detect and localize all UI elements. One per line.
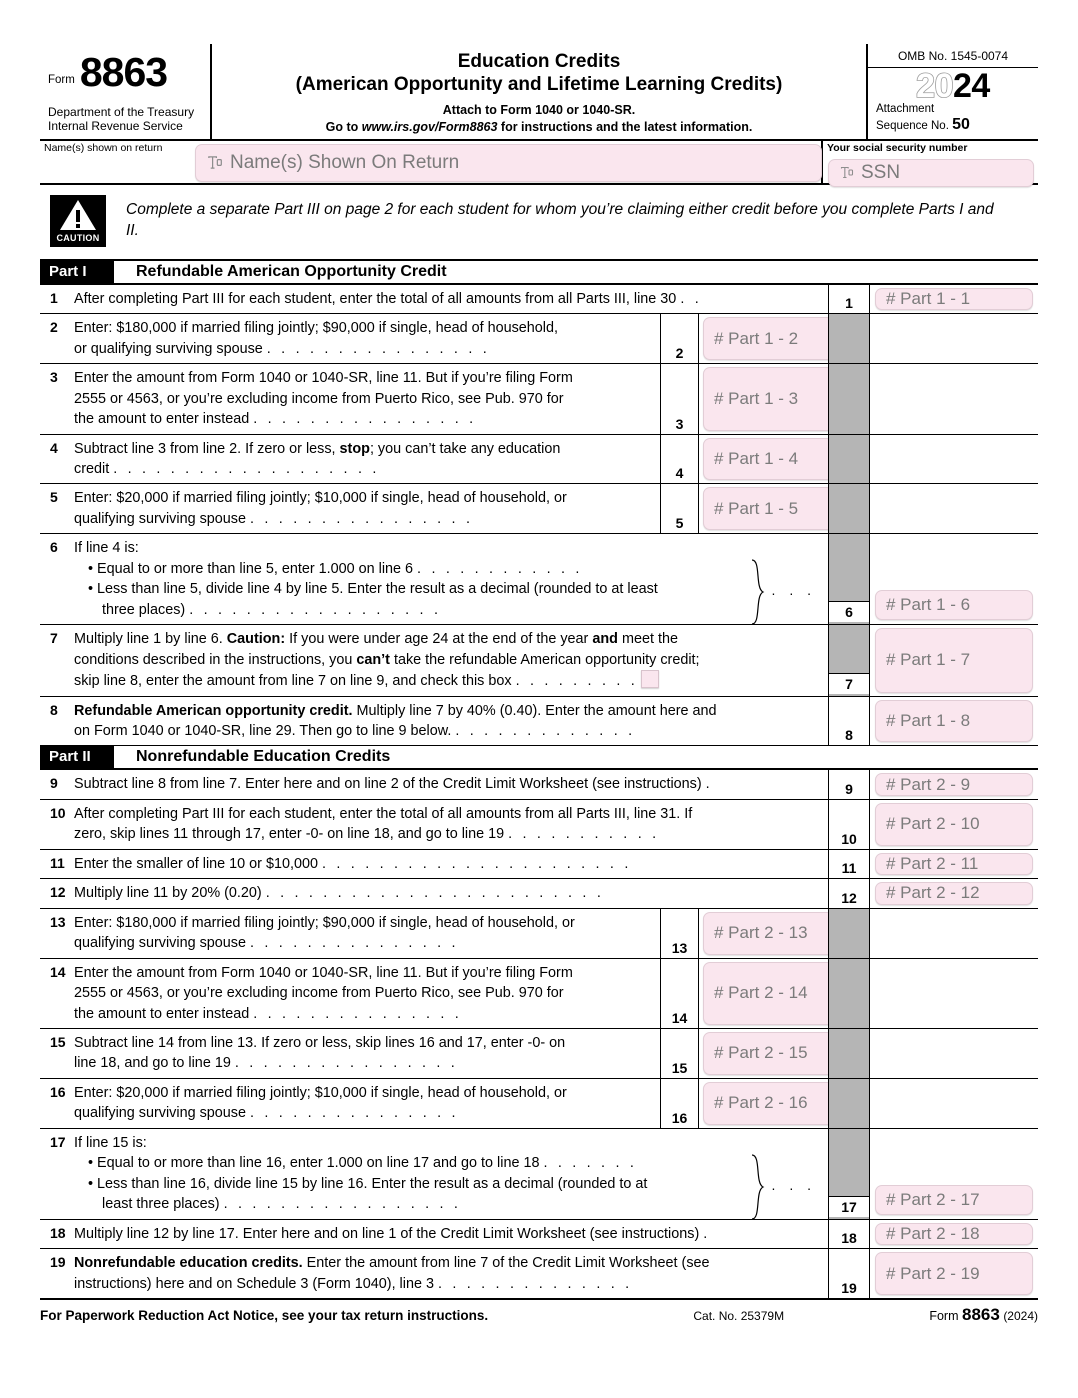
- line-8-input[interactable]: # Part 1 - 8: [875, 700, 1033, 743]
- line-row-1: [40, 285, 1038, 314]
- line-box-number-5: 5: [660, 484, 698, 533]
- spacer-5: [870, 484, 1038, 533]
- attachment-sequence: [868, 103, 1038, 138]
- line-13-input[interactable]: # Part 2 - 13: [703, 912, 834, 955]
- spacer-13: [870, 909, 1038, 958]
- form-footer: [40, 1298, 1038, 1325]
- attachment-label-1: Attachment: [876, 103, 935, 115]
- line-10-input[interactable]: # Part 2 - 10: [875, 803, 1033, 846]
- line-number-19: 19: [50, 1254, 66, 1271]
- header-left: [40, 44, 212, 139]
- line-row-8: [40, 697, 1038, 747]
- spacer-16: [870, 1079, 1038, 1128]
- line-14-input[interactable]: # Part 2 - 14: [703, 962, 834, 1025]
- goto-prefix: Go to: [325, 119, 362, 134]
- line-row-6: [40, 534, 1038, 625]
- line-number-10: 10: [50, 804, 66, 821]
- line-number-12: 12: [50, 884, 66, 901]
- attachment-seq-number: 50: [952, 116, 970, 134]
- line-field-cell-19: [870, 1249, 1038, 1298]
- line-row-3: [40, 364, 1038, 434]
- goto-suffix: for instructions and the latest information.: [497, 119, 753, 134]
- spacer-3: [870, 364, 1038, 433]
- line-19-input[interactable]: # Part 2 - 19: [875, 1252, 1033, 1295]
- department-block: [48, 105, 200, 133]
- line-description-12: Multiply line 11 by 20% (0.20) . . . . . . . . . . . . . . . . . . . . . . . .: [74, 885, 605, 902]
- line-15-input[interactable]: # Part 2 - 15: [703, 1032, 834, 1075]
- line-description-6: If line 4 is: • Equal to or more than line 5, enter 1.000 on line 6 . . . . . . . . . . . . • Less than line 5, divide line 4 by line 5. Enter the result as a decimal (rounded to at least three places) . . . . . . . . . . . . . . . . . . . . .: [74, 534, 828, 624]
- leader-dots: .: [703, 1225, 711, 1242]
- omb-number: OMB No. 1545-0074: [868, 44, 1038, 68]
- line-number-13: 13: [50, 913, 66, 930]
- part-1-banner: [40, 261, 1038, 285]
- department-line-2: Internal Revenue Service: [48, 118, 183, 133]
- leader-dots: . . . . . . . . . . . . . . . .: [234, 1055, 458, 1072]
- line-description-2: Enter: $180,000 if married filing jointly; $90,000 if single, head of household, or qualifying surviving spouse . . . . . . . . . . . . . . . .: [74, 320, 558, 357]
- line-box-number-9: 9: [828, 770, 870, 798]
- leader-dots: . . . . . . . . . . . . . . . . .: [223, 1196, 462, 1213]
- line-description-19: Nonrefundable education credits. Enter the amount from line 7 of the Credit Limit Worksheet (see instructions) here and on Schedule 3 (Form 1040), line 3 . . . . . . . . . . . . . .: [74, 1255, 710, 1292]
- line-row-15: [40, 1029, 1038, 1079]
- tax-year-century: 20: [916, 67, 953, 105]
- line-row-9: [40, 770, 1038, 799]
- tax-year-digits: 24: [953, 67, 990, 105]
- shade-col-13: [828, 909, 870, 958]
- line-field-cell-1: [870, 285, 1038, 313]
- line-description-16: Enter: $20,000 if married filing jointly; $10,000 if single, head of household, or qualifying surviving spouse . . . . . . . . . . . . . . .: [74, 1084, 567, 1122]
- line-box-number-1: 1: [828, 285, 870, 313]
- line-description-5: Enter: $20,000 if married filing jointly; $10,000 if single, head of household, or qualifying surviving spouse . . . . . . . . . . . . . . . .: [74, 490, 567, 527]
- leader-dots: . .: [680, 290, 702, 307]
- line-field-cell-15: [698, 1029, 828, 1078]
- leader-dots: . . . . . . . . . . . . . . . .: [253, 411, 477, 428]
- line-row-16: [40, 1079, 1038, 1129]
- shade-col-15: [828, 1029, 870, 1078]
- line-box-number-18: 18: [828, 1220, 870, 1248]
- leader-dots: . . . . . . . . . . . .: [417, 560, 583, 577]
- name-input[interactable]: [195, 144, 822, 182]
- text-field-icon: [206, 154, 223, 171]
- name-placeholder-text: Name(s) Shown On Return: [230, 151, 460, 173]
- line-description-13: Enter: $180,000 if married filing jointly; $90,000 if single, head of household, or qualifying surviving spouse . . . . . . . . . . . . . . .: [74, 914, 575, 952]
- line-number-5: 5: [50, 489, 58, 506]
- part-1-badge: Part I: [40, 261, 114, 283]
- line-row-19: [40, 1249, 1038, 1298]
- line-row-14: [40, 959, 1038, 1029]
- brace-dots-17: . . .: [771, 1176, 816, 1193]
- caution-text: Complete a separate Part III on page 2 for each student for whom you’re claiming either credit before you complete Parts I and II.: [126, 200, 994, 239]
- line-field-cell-6: [870, 534, 1038, 624]
- line-box-number-10: 10: [828, 800, 870, 849]
- leader-dots: . . . . . . . . . . . . . . . . . . . . . . . .: [265, 885, 605, 902]
- line-number-6: 6: [50, 539, 58, 556]
- ssn-placeholder-text: SSN: [861, 161, 901, 183]
- line-1-input[interactable]: # Part 1 - 1: [875, 288, 1033, 310]
- line-number-16: 16: [50, 1083, 66, 1100]
- tax-year: [868, 69, 1038, 103]
- line-description-7: Multiply line 1 by line 6. Caution: If you were under age 24 at the end of the year and meet the conditions described in the instructions, you can’t take the refundable American opportunity credit; skip line 8, enter the amount from line 7 on line 9, and check this box . . . . . . . . .: [74, 631, 700, 690]
- line-field-cell-7: [870, 625, 1038, 695]
- leader-dots: . . . . . . .: [543, 1155, 638, 1172]
- line-number-4: 4: [50, 439, 58, 456]
- line-row-13: [40, 909, 1038, 959]
- line-box-number-17: 17: [828, 1129, 870, 1219]
- form-title-line-2: (American Opportunity and Lifetime Learning Credits): [295, 74, 783, 96]
- line-description-1: After completing Part III for each student, enter the total of all amounts from all Parts III, line 30 . .: [74, 290, 702, 307]
- line-box-number-11: 11: [828, 850, 870, 878]
- line7-checkbox[interactable]: [641, 670, 659, 688]
- line-description-9: Subtract line 8 from line 7. Enter here and on line 2 of the Credit Limit Worksheet (see instructions) .: [74, 776, 713, 793]
- line-row-7: [40, 625, 1038, 696]
- line-6-input[interactable]: # Part 1 - 6: [875, 590, 1033, 620]
- ssn-label: Your social security number: [827, 141, 968, 154]
- line-box-number-2: 2: [660, 314, 698, 363]
- line-field-cell-8: [870, 697, 1038, 746]
- footer-form-id: Form 8863 (2024): [929, 1304, 1038, 1324]
- tax-year-block: [868, 68, 1038, 103]
- name-label: Name(s) shown on return: [44, 141, 163, 154]
- part-2-lines: [40, 770, 1038, 1298]
- goto-instruction: [218, 119, 860, 135]
- line-description-11: Enter the smaller of line 10 or $10,000 . . . . . . . . . . . . . . . . . . . . . .: [74, 855, 632, 872]
- line-box-number-19: 19: [828, 1249, 870, 1298]
- line-description-10: After completing Part III for each student, enter the total of all amounts from all Parts III, line 31. If zero, skip lines 11 through 17, enter -0- on line 18, and go to line 19 . . . . . . . . . . .: [74, 805, 693, 843]
- line-field-cell-9: [870, 770, 1038, 798]
- line-number-9: 9: [50, 775, 58, 792]
- part-1-lines: [40, 285, 1038, 747]
- department-line-1: Department of the Treasury: [48, 104, 195, 119]
- header-right: [866, 44, 1038, 139]
- line-9-input[interactable]: # Part 2 - 9: [875, 773, 1033, 795]
- spacer-2: [870, 314, 1038, 363]
- line-field-cell-10: [870, 800, 1038, 849]
- form-title-line-1: Education Credits: [457, 51, 621, 72]
- line-18-input[interactable]: # Part 2 - 18: [875, 1223, 1033, 1245]
- paperwork-notice: For Paperwork Reduction Act Notice, see your tax return instructions.: [40, 1307, 489, 1323]
- line-box-number-16: 16: [660, 1079, 698, 1128]
- line-field-cell-5: [698, 484, 828, 533]
- line-description-14: Enter the amount from Form 1040 or 1040-SR, line 11. But if you’re filing Form 2555 or 4563, or you’re excluding income from Puerto Rico, see Pub. 970 for the amount to enter instead . . . . . . . . . . . . . . .: [74, 964, 573, 1022]
- leader-dots: . . . . . . . . . . . . . . . . . .: [189, 601, 442, 618]
- line-row-5: [40, 484, 1038, 534]
- leader-dots: . . . . . . . . .: [515, 673, 638, 690]
- brace-dots-6: . . .: [771, 582, 816, 599]
- shade-col-3: [828, 364, 870, 433]
- line-row-10: [40, 800, 1038, 850]
- shade-col-2: [828, 314, 870, 363]
- leader-dots: .: [705, 776, 713, 793]
- leader-dots: . . . . . . . . . . . . . . .: [250, 935, 459, 952]
- spacer-14: [870, 959, 1038, 1028]
- identity-row: [40, 141, 1038, 185]
- name-cell: [40, 141, 823, 183]
- text-field-icon: [839, 165, 854, 180]
- spacer-15: [870, 1029, 1038, 1078]
- line-field-cell-16: [698, 1079, 828, 1128]
- leader-dots: . . . . . . . . . . . . . . . .: [250, 510, 474, 527]
- line-field-cell-4: [698, 435, 828, 484]
- line-row-17: [40, 1129, 1038, 1220]
- caution-triangle-icon: [50, 195, 106, 247]
- line-16-input[interactable]: # Part 2 - 16: [703, 1082, 834, 1125]
- form-number: 8863: [79, 49, 168, 95]
- line-17-input[interactable]: # Part 2 - 17: [875, 1185, 1033, 1215]
- leader-dots: . . . . . . . . . . .: [508, 826, 660, 843]
- line-field-cell-2: [698, 314, 828, 363]
- line-4-input[interactable]: # Part 1 - 4: [703, 438, 834, 481]
- line-box-number-14: 14: [660, 959, 698, 1028]
- spacer-4: [870, 435, 1038, 484]
- line-box-number-12: 12: [828, 879, 870, 907]
- line-7-input[interactable]: # Part 1 - 7: [875, 628, 1033, 692]
- line-box-number-15: 15: [660, 1029, 698, 1078]
- line-row-4: [40, 435, 1038, 485]
- line-number-8: 8: [50, 701, 58, 718]
- leader-dots: . . . . . . . . . . . . .: [455, 723, 636, 739]
- leader-dots: . . . . . . . . . . . . . .: [437, 1275, 633, 1292]
- line-number-14: 14: [50, 963, 66, 980]
- irs-url[interactable]: www.irs.gov/Form8863: [361, 119, 498, 134]
- line-box-number-3: 3: [660, 364, 698, 433]
- line-number-11: 11: [50, 854, 65, 871]
- line-2-input[interactable]: # Part 1 - 2: [703, 317, 834, 360]
- catalog-number: Cat. No. 25379M: [693, 1308, 785, 1323]
- line-number-3: 3: [50, 369, 58, 386]
- caution-notice: [40, 185, 1038, 261]
- form-sheet: [40, 44, 1038, 1325]
- attach-instruction: Attach to Form 1040 or 1040-SR.: [442, 103, 636, 118]
- line-field-cell-18: [870, 1220, 1038, 1248]
- line-description-4: Subtract line 3 from line 2. If zero or less, stop; you can’t take any education credit . . . . . . . . . . . . . . . . . . .: [74, 440, 561, 478]
- line-11-input[interactable]: # Part 2 - 11: [875, 853, 1033, 875]
- line-box-number-13: 13: [660, 909, 698, 958]
- form-label: Form: [48, 73, 75, 86]
- part-2-badge: Part II: [40, 746, 114, 768]
- line-field-cell-14: [698, 959, 828, 1028]
- line-box-number-7: 7: [828, 625, 870, 695]
- part-1-title: Refundable American Opportunity Credit: [136, 262, 447, 280]
- shade-col-4: [828, 435, 870, 484]
- line-3-input[interactable]: # Part 1 - 3: [703, 367, 834, 430]
- part-2-banner: [40, 746, 1038, 770]
- line-description-3: Enter the amount from Form 1040 or 1040-SR, line 11. But if you’re filing Form 2555 or 4563, or you’re excluding income from Puerto Rico, see Pub. 970 for the amount to enter instead . . . . . . . . . . . . . . . .: [74, 370, 573, 428]
- attachment-label-2: Sequence No. 50: [876, 116, 970, 134]
- line-description-18: Multiply line 12 by line 17. Enter here and on line 1 of the Credit Limit Worksheet (see instructions) .: [74, 1225, 711, 1242]
- leader-dots: . . . . . . . . . . . . . . . .: [266, 340, 490, 357]
- line-number-7: 7: [50, 630, 58, 647]
- line-description-8: Refundable American opportunity credit. Multiply line 7 by 40% (0.40). Enter the amount here and on Form 1040 or 1040-SR, line 29. Then go to line 9 below. . . . . . . . . . . . . .: [74, 702, 717, 739]
- line-field-cell-13: [698, 909, 828, 958]
- line-box-number-4: 4: [660, 435, 698, 484]
- leader-dots: . . . . . . . . . . . . . . . . . . .: [113, 461, 380, 478]
- line-field-cell-3: [698, 364, 828, 433]
- line-number-18: 18: [50, 1224, 66, 1241]
- line-12-input[interactable]: # Part 2 - 12: [875, 882, 1033, 904]
- line-box-number-6: 6: [828, 534, 870, 624]
- leader-dots: . . . . . . . . . . . . . . .: [253, 1005, 462, 1022]
- ssn-input[interactable]: [828, 159, 1034, 187]
- line-row-12: [40, 879, 1038, 908]
- header-title-block: [212, 44, 866, 139]
- ssn-cell: [823, 141, 1038, 183]
- form-number-block: [48, 49, 200, 95]
- line-number-2: 2: [50, 319, 58, 336]
- leader-dots: . . . . . . . . . . . . . . .: [250, 1105, 459, 1122]
- line-field-cell-12: [870, 879, 1038, 907]
- shade-col-16: [828, 1079, 870, 1128]
- form-header: [40, 44, 1038, 141]
- leader-dots: . . . . . . . . . . . . . . . . . . . . . .: [322, 855, 632, 872]
- line-description-15: Subtract line 14 from line 13. If zero or less, skip lines 16 and 17, enter -0- on line 18, and go to line 19 . . . . . . . . . . . . . . . .: [74, 1034, 566, 1072]
- line-number-1: 1: [50, 289, 58, 306]
- line-row-18: [40, 1220, 1038, 1249]
- line-description-17: If line 15 is: • Equal to or more than line 16, enter 1.000 on line 17 and go to line 18 . . . . . . . • Less than line 16, divide line 15 by line 16. Enter the result as a decimal (rounded to at least three places) . . . . . . . . . . . . . . . . . . . .: [74, 1129, 828, 1219]
- line-number-17: 17: [50, 1133, 66, 1150]
- shade-col-5: [828, 484, 870, 533]
- line-number-15: 15: [50, 1033, 66, 1050]
- line-box-number-8: 8: [828, 697, 870, 746]
- line-field-cell-11: [870, 850, 1038, 878]
- part-2-title: Nonrefundable Education Credits: [136, 748, 391, 766]
- caution-word: CAUTION: [56, 232, 100, 243]
- shade-col-14: [828, 959, 870, 1028]
- line-row-2: [40, 314, 1038, 364]
- line-5-input[interactable]: # Part 1 - 5: [703, 487, 834, 530]
- line-field-cell-17: [870, 1129, 1038, 1219]
- line-row-11: [40, 850, 1038, 879]
